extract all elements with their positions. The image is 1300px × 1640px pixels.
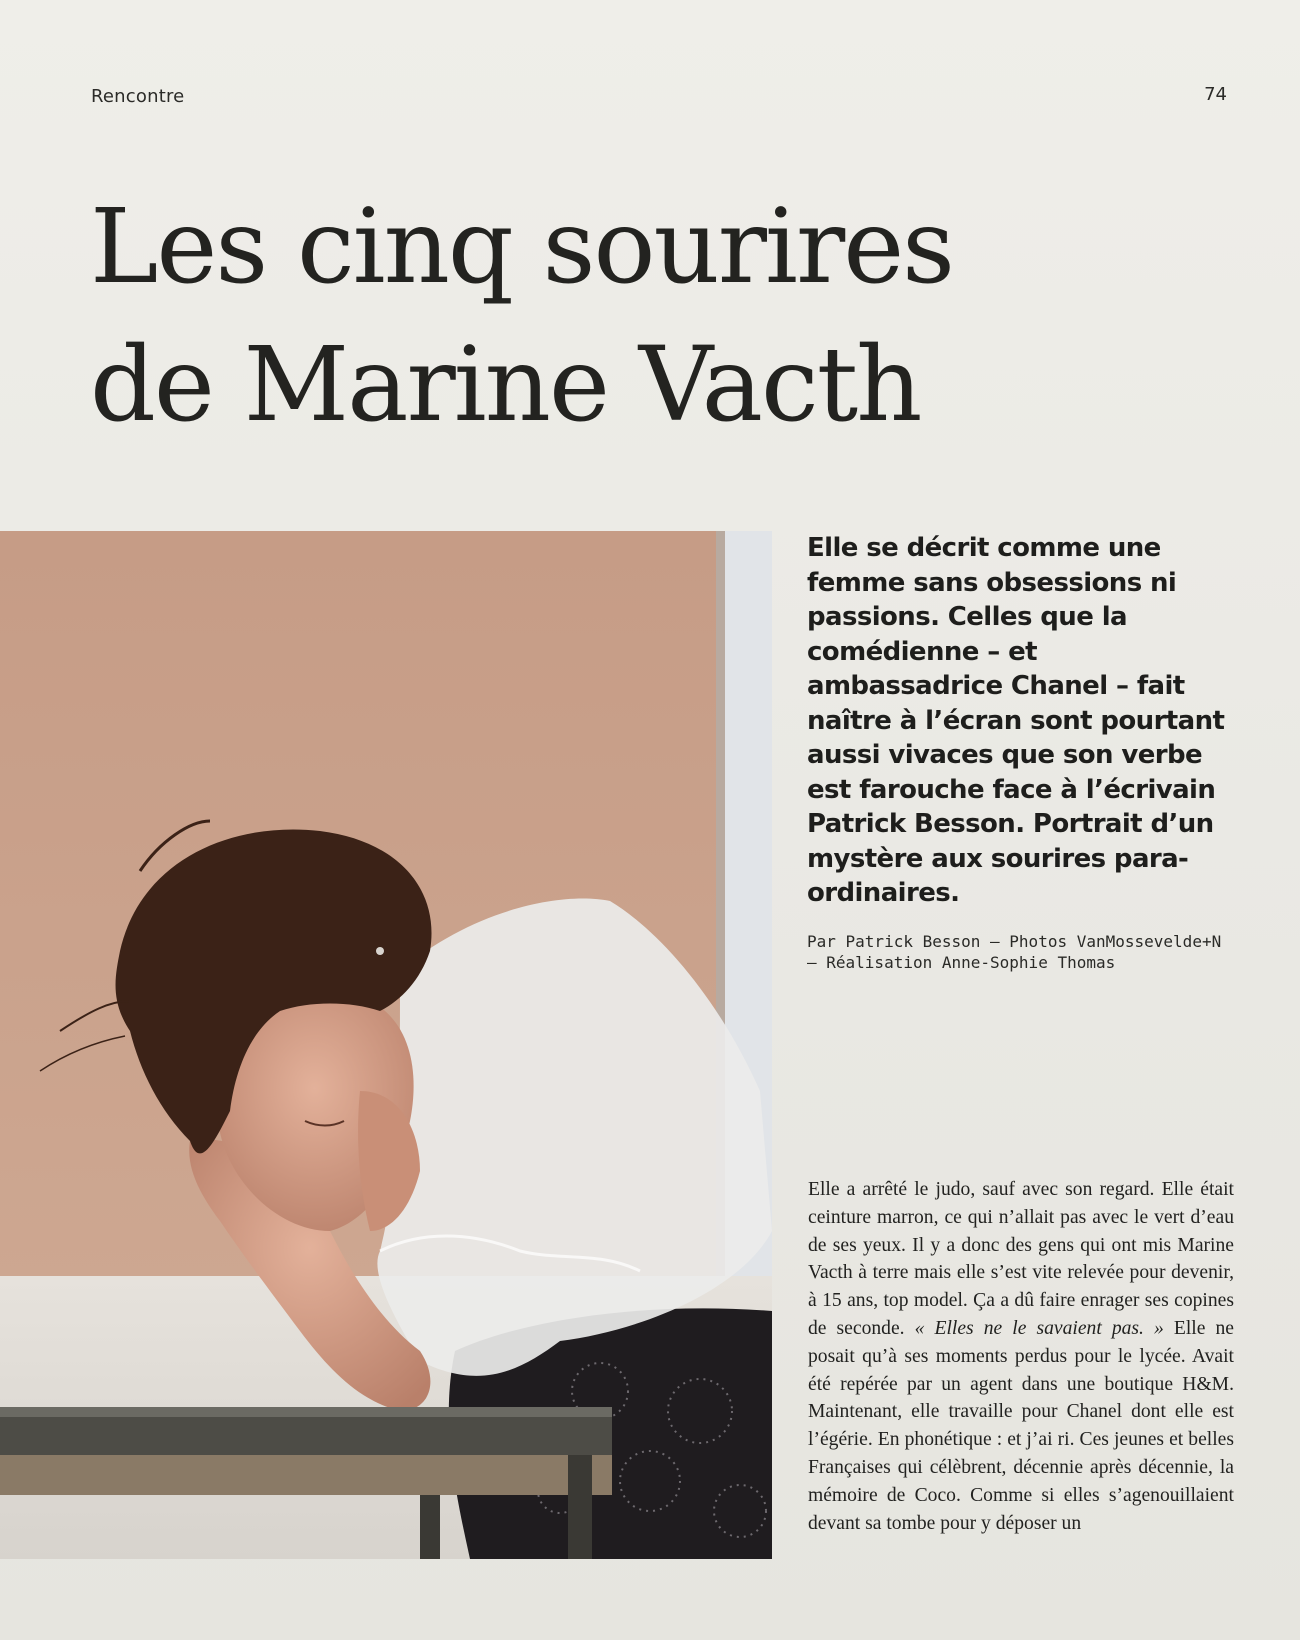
- page-number: 74: [1204, 84, 1227, 105]
- credits: Par Patrick Besson — Photos VanMossevelde+N — Réalisation Anne-Sophie Thomas: [807, 932, 1222, 972]
- title-line-1: Les cinq sourires: [90, 187, 954, 307]
- body-text-part-1: Elle a arrêté le judo, sauf avec son regard. Elle était ceinture marron, ce qui n’allait pas avec le vert d’eau de ses yeux. Il y a donc des gens qui ont mis Marine Vacth à terre mais elle s’est vite relevée pour devenir, à 15 ans, top model. Ça a dû faire enrager ses copines de seconde.: [808, 1179, 1234, 1339]
- body-text: [808, 1176, 1234, 1537]
- section-label: Rencontre: [91, 86, 185, 107]
- body-text-quote: « Elles ne le savaient pas. »: [914, 1317, 1164, 1339]
- body-text-part-2: Elle ne posait qu’à ses moments perdus pour le lycée. Avait été repérée par un agent dans une boutique H&M. Maintenant, elle travaille pour Chanel dont elle est l’égérie. En phonétique : et j’ai ri. Ces jeunes et belles Françaises qui célèbrent, décennie après décennie, la mémoire de Coco. Comme si elles s’agenouillaient devant sa tombe pour y déposer un: [808, 1317, 1234, 1534]
- portrait-photo: [0, 531, 772, 1559]
- article-title: [90, 178, 1190, 454]
- standfirst: Elle se décrit comme une femme sans obsessions ni passions. Celles que la comédienne – et ambassadrice Chanel – fait naître à l’écran sont pourtant aussi vivaces que son verbe est farouche face à l’écrivain Patrick Besson. Portrait d’un mystère aux sourires para-ordinaires.: [807, 533, 1225, 908]
- title-line-2: de Marine Vacth: [90, 325, 921, 445]
